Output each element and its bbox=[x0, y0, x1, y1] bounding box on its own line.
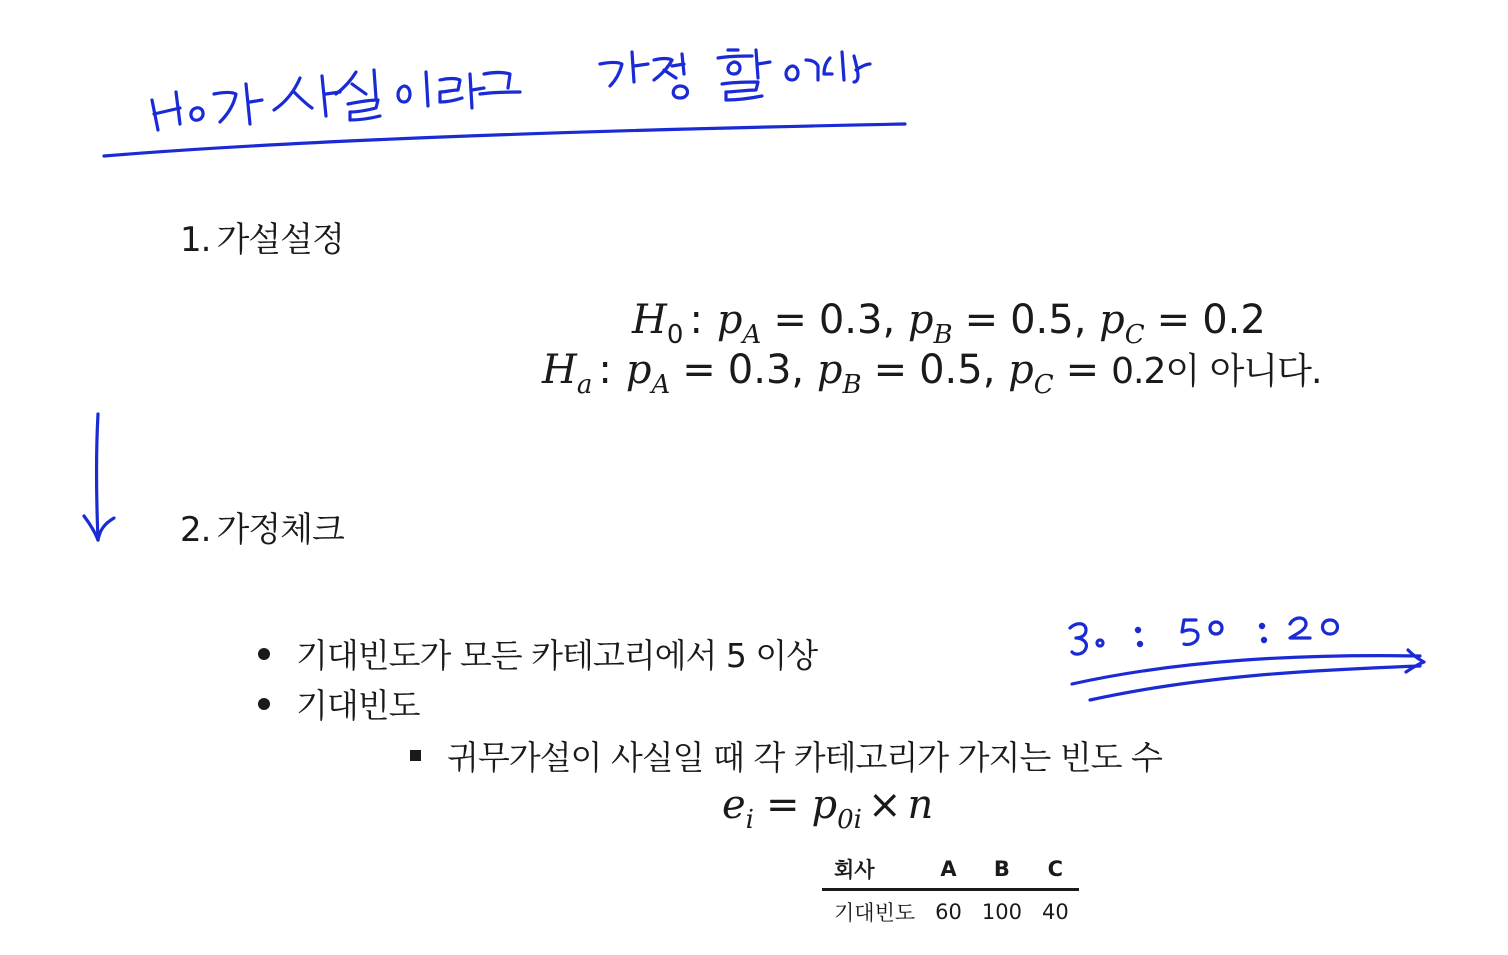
ha-eq-a: = bbox=[682, 347, 716, 393]
bullet-dot-icon bbox=[258, 648, 270, 660]
table-cell: 기대빈도 bbox=[834, 901, 916, 925]
h0-pC-label: p bbox=[1099, 297, 1125, 343]
table-header-row bbox=[822, 852, 1079, 890]
h0-eq-a: = bbox=[773, 297, 807, 343]
table-header-cell: B bbox=[972, 852, 1032, 890]
section-1-heading bbox=[180, 212, 344, 261]
ha-eq-c: = bbox=[1065, 347, 1100, 393]
ha-pA-label: p bbox=[625, 347, 652, 393]
handwriting-top-strokes bbox=[104, 50, 905, 156]
section-1-number: 1. bbox=[180, 220, 211, 260]
formula-times: × bbox=[867, 782, 902, 828]
ha-pC-value: 0.2이 아니다. bbox=[1111, 351, 1322, 392]
formula-e-sub: i bbox=[745, 805, 754, 835]
section-2-number: 2. bbox=[180, 510, 211, 550]
down-arrow-stroke bbox=[84, 414, 114, 540]
bullet-square-icon bbox=[410, 750, 421, 761]
ha-pB-value: 0.5, bbox=[919, 347, 996, 393]
section-2-title: 가정체크 bbox=[216, 510, 344, 550]
table-cell: 100 bbox=[981, 900, 1022, 924]
null-hypothesis bbox=[632, 297, 1266, 350]
table-header-cell: C bbox=[1032, 852, 1079, 890]
h0-colon: : bbox=[689, 297, 703, 343]
ha-pB-label: p bbox=[816, 347, 843, 393]
h0-pB-label: p bbox=[907, 297, 934, 343]
alt-hypothesis bbox=[542, 347, 1322, 400]
h0-eq-b: = bbox=[964, 297, 999, 343]
h0-pA-value: 0.3, bbox=[818, 297, 896, 343]
formula-n: n bbox=[907, 782, 934, 828]
h0-pB-value: 0.5, bbox=[1010, 297, 1087, 343]
ha-pB-sub: B bbox=[842, 370, 862, 400]
h0-subscript: 0 bbox=[666, 320, 684, 350]
table-cell: 60 bbox=[935, 900, 962, 924]
bullet-dot-icon bbox=[258, 698, 270, 710]
ha-symbol: H bbox=[542, 347, 577, 393]
table-header-cell: A bbox=[925, 852, 972, 890]
h0-symbol: H bbox=[632, 297, 667, 343]
expected-frequency-formula bbox=[722, 782, 934, 835]
bullet-item-1 bbox=[258, 630, 817, 677]
expected-frequency-table bbox=[822, 852, 1079, 929]
h0-pA-sub: A bbox=[742, 320, 762, 350]
formula-e: e bbox=[722, 782, 746, 828]
bullet-text-2: 기대빈도 bbox=[296, 686, 420, 725]
ha-pC-sub: C bbox=[1033, 370, 1054, 400]
table-cell: 40 bbox=[1041, 900, 1069, 924]
section-1-title: 가설설정 bbox=[216, 220, 344, 260]
ha-pA-value: 0.3, bbox=[727, 347, 805, 393]
ha-subscript: a bbox=[576, 370, 593, 400]
formula-p: p bbox=[811, 782, 838, 828]
h0-pC-value: 0.2 bbox=[1202, 297, 1266, 343]
ha-pA-sub: A bbox=[651, 370, 671, 400]
h0-eq-c: = bbox=[1156, 297, 1191, 343]
ha-colon: : bbox=[598, 347, 612, 393]
formula-p-sub: 0i bbox=[837, 805, 862, 835]
h0-pB-sub: B bbox=[933, 320, 953, 350]
h0-pA-label: p bbox=[716, 297, 743, 343]
ha-pC-label: p bbox=[1008, 347, 1034, 393]
ratio-note-strokes bbox=[1070, 618, 1424, 700]
section-2-heading bbox=[180, 502, 344, 551]
table-header-cell: 회사 bbox=[822, 852, 925, 890]
sub-bullet-text: 귀무가설이 사실일 때 각 카테고리가 가지는 빈도 수 bbox=[447, 738, 1162, 777]
table-row bbox=[822, 890, 1079, 930]
formula-eq: = bbox=[766, 782, 800, 828]
bullet-text-1: 기대빈도가 모든 카테고리에서 5 이상 bbox=[296, 636, 818, 675]
sub-bullet-item bbox=[410, 732, 1162, 779]
ha-eq-b: = bbox=[873, 347, 908, 393]
bullet-item-2 bbox=[258, 680, 420, 727]
h0-pC-sub: C bbox=[1124, 320, 1145, 350]
